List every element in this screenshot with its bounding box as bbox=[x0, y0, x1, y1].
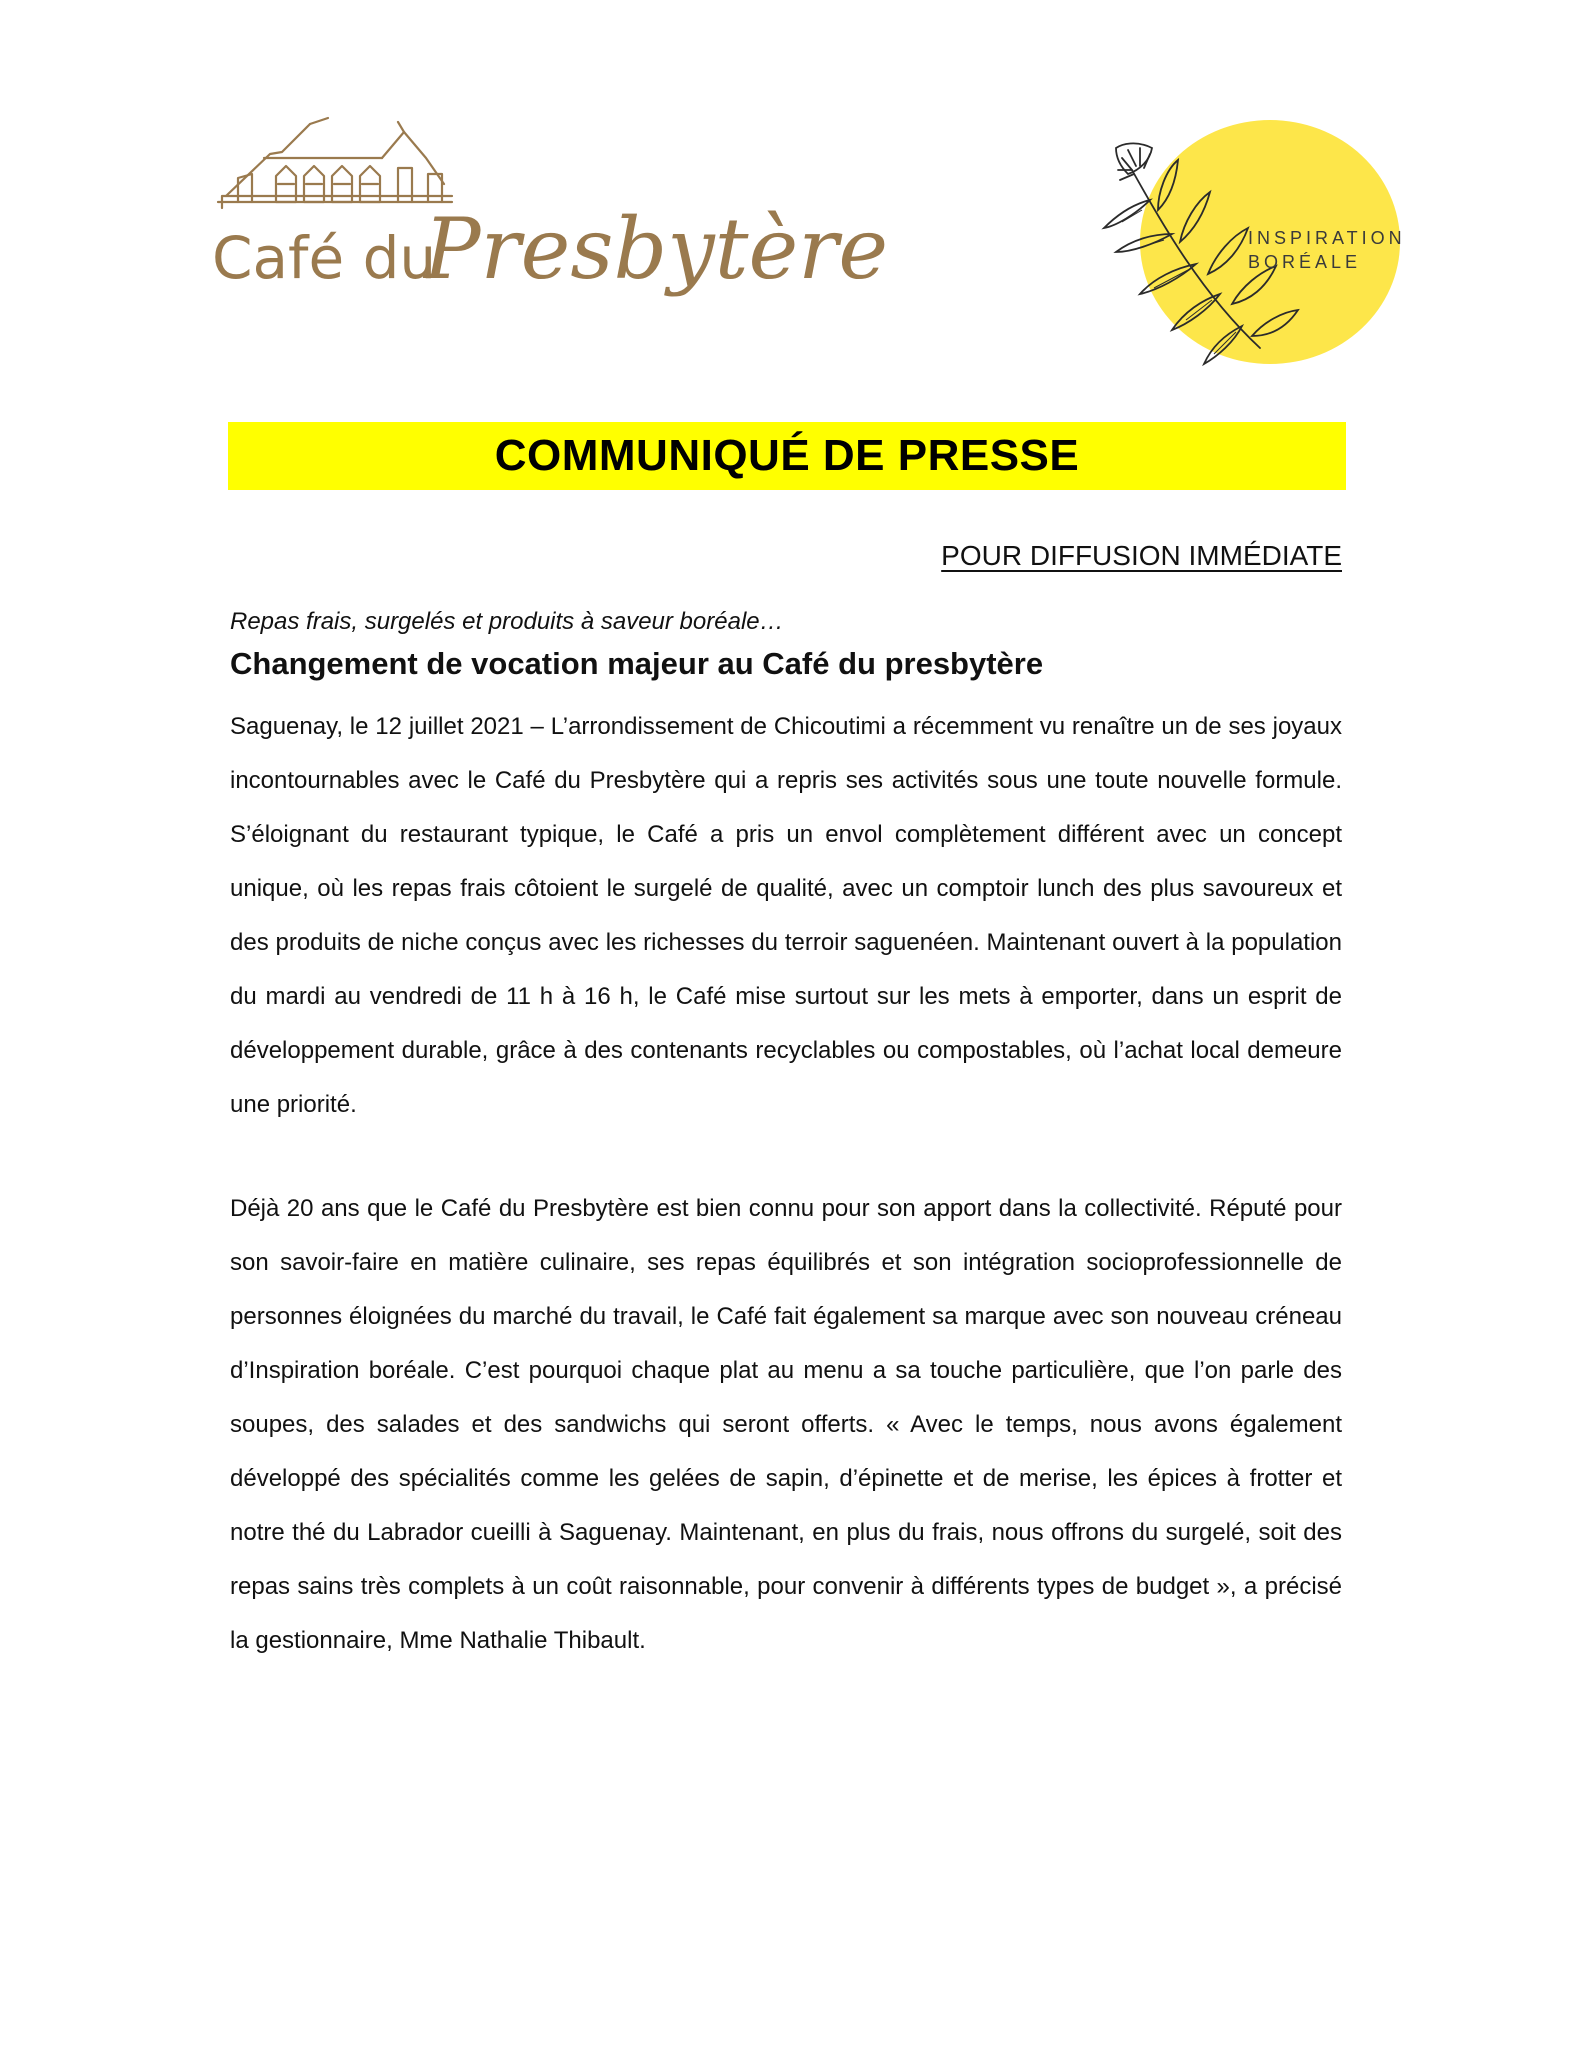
article-body bbox=[230, 608, 1342, 1668]
boreale-logo-line-1: INSPIRATION bbox=[1248, 228, 1406, 248]
inspiration-boreale-logo bbox=[1092, 104, 1412, 414]
press-release-banner bbox=[228, 422, 1346, 490]
boreale-logo-graphic bbox=[1092, 104, 1412, 414]
cafe-logo-word-2: Presbytère bbox=[424, 200, 889, 298]
boreale-logo-line-2: BORÉALE bbox=[1248, 252, 1362, 272]
house-icon bbox=[218, 118, 452, 208]
press-release-title: COMMUNIQUÉ DE PRESSE bbox=[494, 431, 1080, 480]
cafe-logo-graphic bbox=[212, 118, 889, 338]
cafe-logo-word-1: Café du bbox=[212, 224, 437, 292]
article-headline: Changement de vocation majeur au Café du presbytère bbox=[230, 646, 1044, 681]
article-paragraph-1: Saguenay, le 12 juillet 2021 – L’arrondissement de Chicoutimi a récemment vu renaître un de ses joyaux incontournables avec le Café du Presbytère qui a repris ses activités sous une toute nouvelle formule. S’éloignant du restaurant typique, le Café a pris un envol complètement différent avec un concept unique, où les repas frais côtoient le surgelé de qualité, avec un comptoir lunch des plus savoureux et des produits de niche conçus avec les richesses du terroir saguenéen. Maintenant ouvert à la population du mardi au vendredi de 11 h à 16 h, le Café mise surtout sur les mets à emporter, dans un esprit de développement durable, grâce à des contenants recyclables ou compostables, où l’achat local demeure une priorité. bbox=[230, 713, 1342, 1118]
cafe-du-presbytere-logo bbox=[212, 118, 889, 338]
release-notice: POUR DIFFUSION IMMÉDIATE bbox=[941, 540, 1342, 571]
article-paragraph-2: Déjà 20 ans que le Café du Presbytère est bien connu pour son apport dans la collectivité. Réputé pour son savoir-faire en matière culinaire, ses repas équilibrés et son intégration socioprofessionnelle de personnes éloignées du marché du travail, le Café fait également sa marque avec son nouveau créneau d’Inspiration boréale. C’est pourquoi chaque plat au menu a sa touche particulière, que l’on parle des soupes, des salades et des sandwichs qui seront offerts. « Avec le temps, nous avons également développé des spécialités comme les gelées de sapin, d’épinette et de merise, les épices à frotter et notre thé du Labrador cueilli à Saguenay. Maintenant, en plus du frais, nous offrons du surgelé, soit des repas sains très complets à un coût raisonnable, pour convenir à différents types de budget », a précisé la gestionnaire, Mme Nathalie Thibault. bbox=[230, 1195, 1342, 1654]
article-kicker: Repas frais, surgelés et produits à saveur boréale… bbox=[230, 608, 784, 635]
